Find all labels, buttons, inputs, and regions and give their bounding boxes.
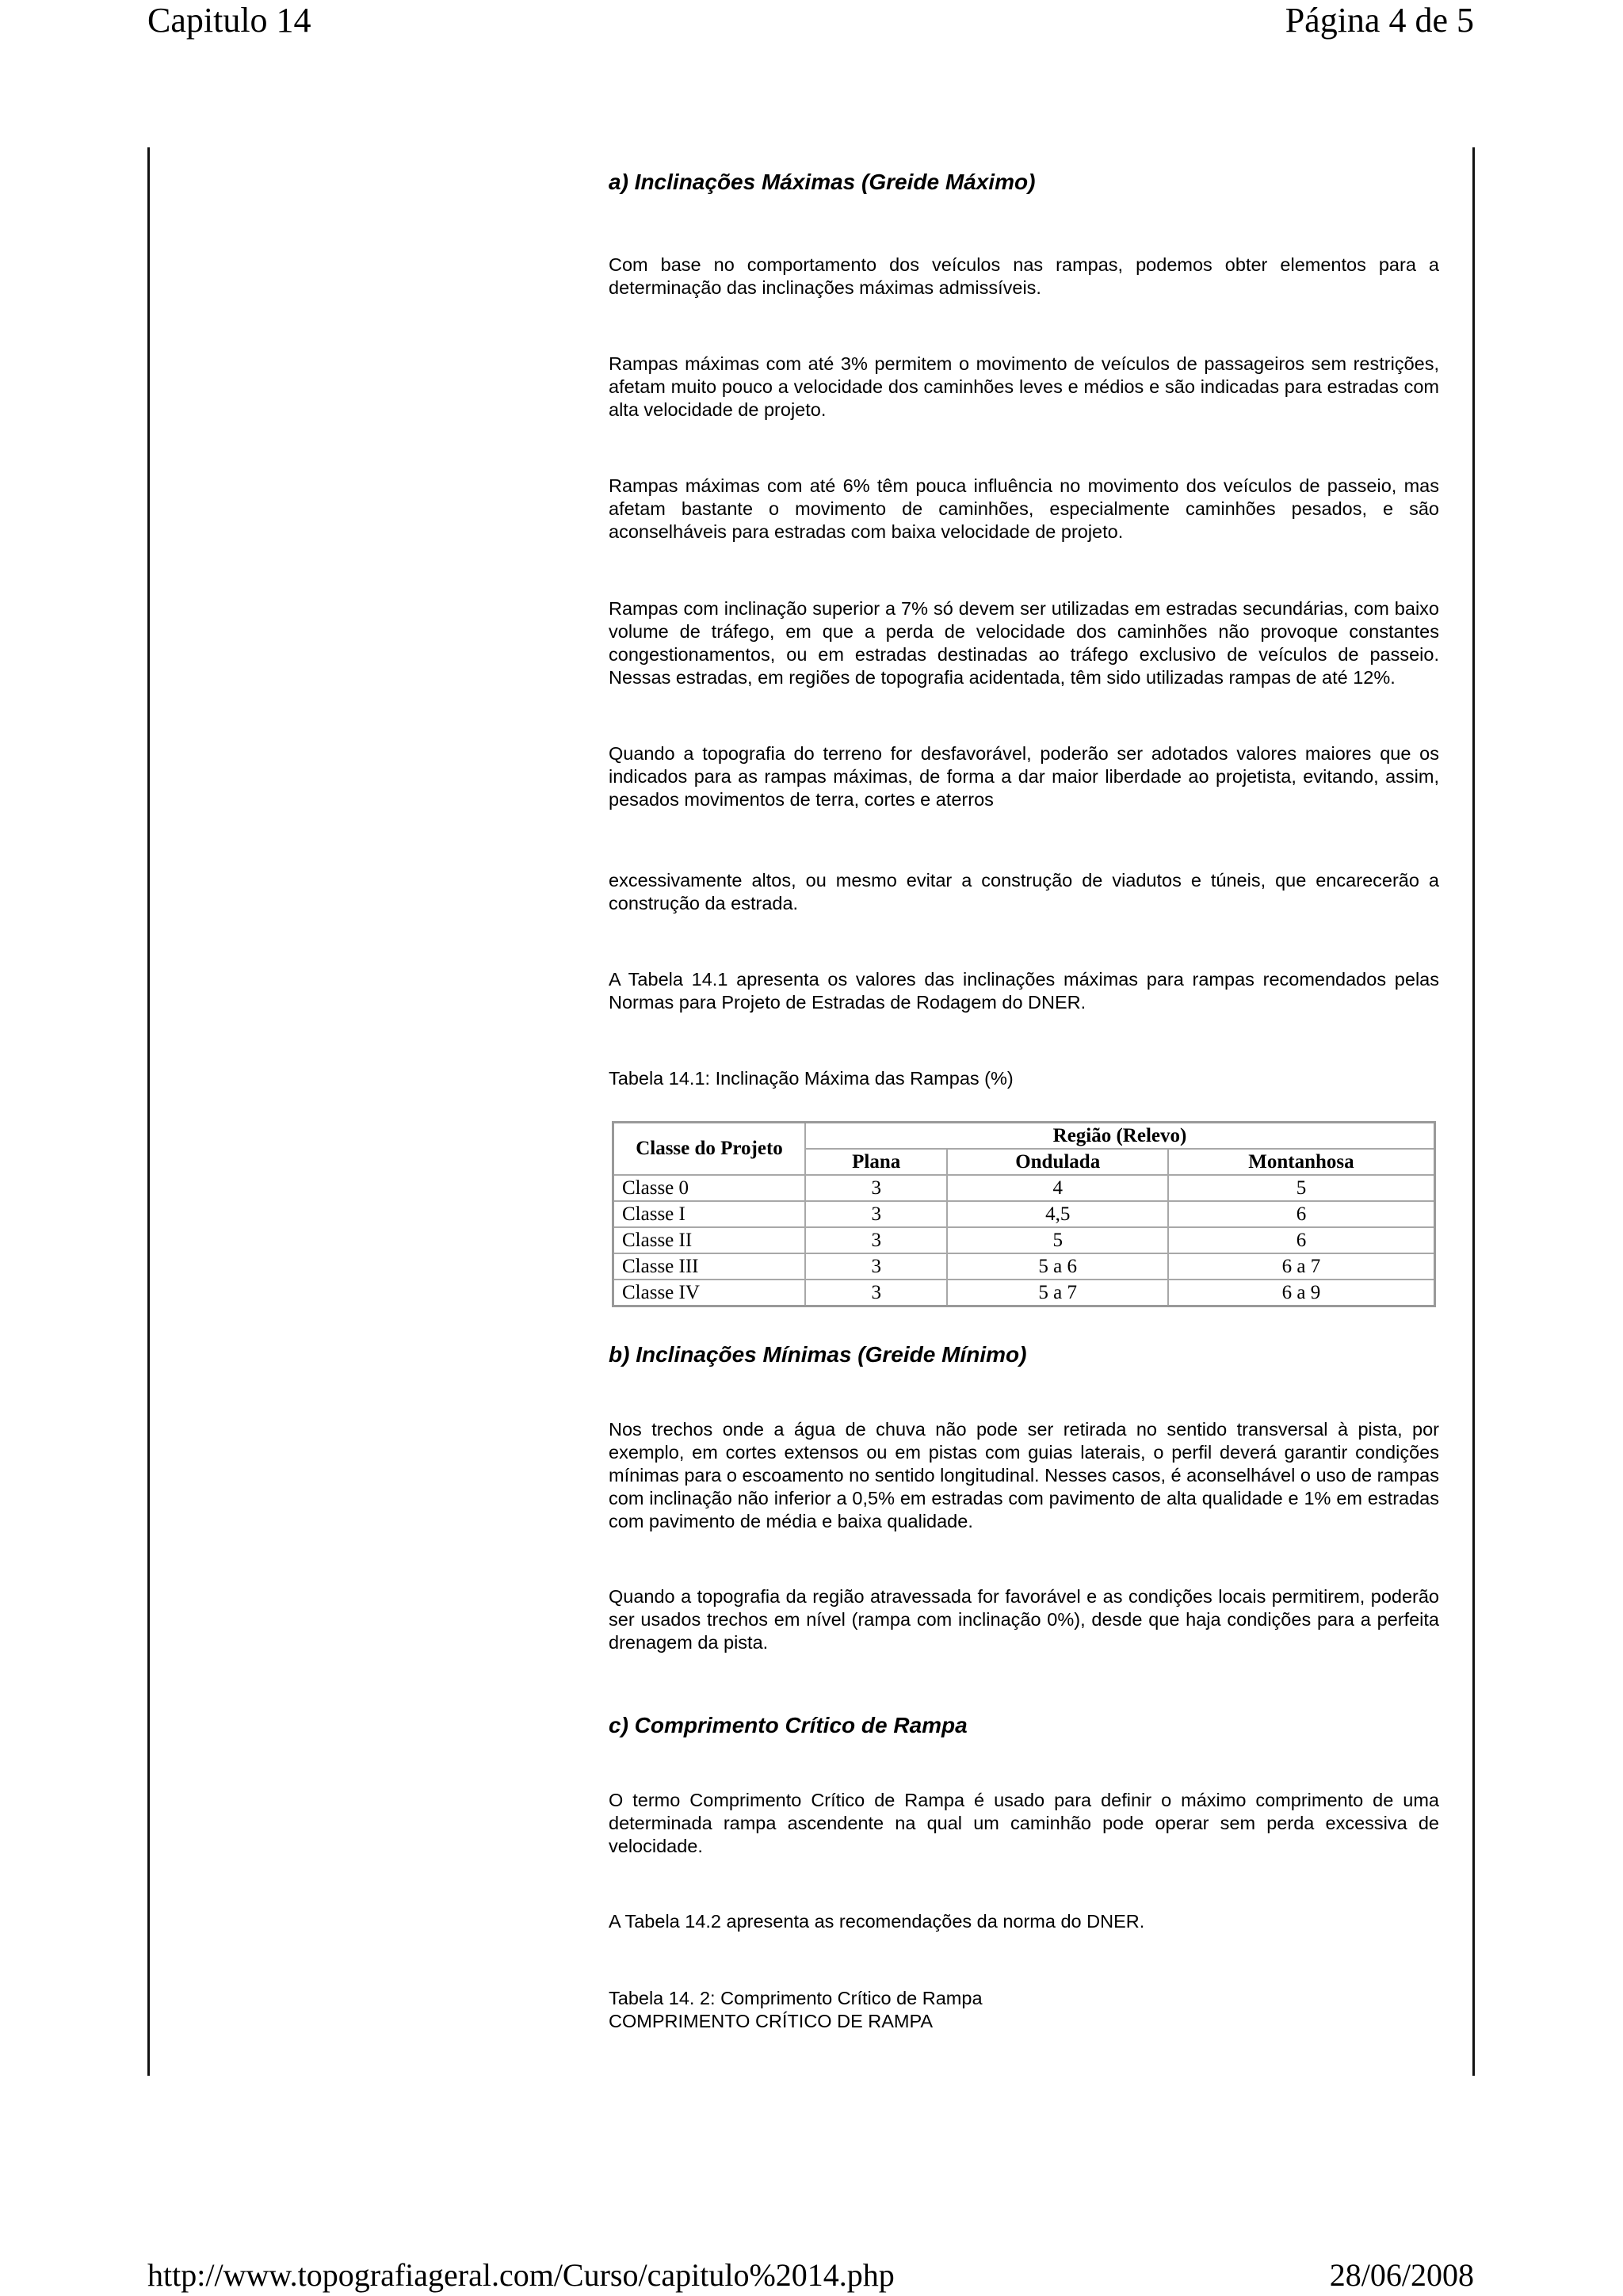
header-class: Classe do Projeto (613, 1123, 806, 1176)
table-cell-class: Classe IV (613, 1280, 806, 1306)
table-row (613, 1175, 1435, 1201)
table-header-row (613, 1123, 1435, 1150)
table-cell: 5 (947, 1227, 1168, 1253)
print-date: 28/06/2008 (1329, 2257, 1474, 2293)
section-a-paragraph: Rampas com inclinação superior a 7% só devem ser utilizadas em estradas secundárias, com baixo volume de tráfego, em que a perda de velocidade dos caminhões não provoque constantes congestionamentos, ou em estradas destinadas ao tráfego exclusivo de veículos de passeio. Nessas estradas, em regiões de topografia acidentada, têm sido utilizadas rampas de até 12%. (609, 598, 1439, 688)
section-a-paragraph: excessivamente altos, ou mesmo evitar a construção de viadutos e túneis, que encarecerão a construção da estrada. (609, 870, 1439, 913)
table-row (613, 1253, 1435, 1280)
table-caption: Tabela 14.1: Inclinação Máxima das Rampas (%) (609, 1068, 1014, 1089)
chapter-title: Capitulo 14 (147, 1, 311, 40)
max-slope-table (612, 1121, 1436, 1307)
section-a-paragraph: A Tabela 14.1 apresenta os valores das inclinações máximas para rampas recomendados pelas Normas para Projeto de Estradas de Rodagem do DNER. (609, 969, 1439, 1013)
table-cell: 3 (805, 1201, 947, 1227)
section-a-paragraph: Rampas máximas com até 6% têm pouca influência no movimento dos veículos de passeio, mas afetam bastante o movimento de caminhões, especialmente caminhões pesados, e são aconselháveis para estradas com baixa velocidade de projeto. (609, 475, 1439, 542)
table-2-subtitle: COMPRIMENTO CRÍTICO DE RAMPA (609, 2011, 934, 2031)
right-border-line (1472, 147, 1475, 2076)
section-b-paragraph: Quando a topografia da região atravessada for favorável e as condições locais permitirem, poderão ser usados trechos em nível (rampa com inclinação 0%), desde que haja condições para a perfeita drenagem da pista. (609, 1586, 1439, 1653)
table-cell: 3 (805, 1175, 947, 1201)
table-cell-class: Classe III (613, 1253, 806, 1280)
left-border-line (147, 147, 150, 2076)
section-a-title: a) Inclinações Máximas (Greide Máximo) (609, 170, 1036, 194)
page-content (609, 166, 1439, 2033)
table-cell: 5 a 6 (947, 1253, 1168, 1280)
section-b-title: b) Inclinações Mínimas (Greide Mínimo) (609, 1342, 1027, 1367)
table-cell-class: Classe II (613, 1227, 806, 1253)
table-cell: 6 (1168, 1201, 1435, 1227)
section-a-paragraph: Quando a topografia do terreno for desfavorável, poderão ser adotados valores maiores que os indicados para as rampas máximas, de forma a dar maior liberdade ao projetista, evitando, assim, pesados movimentos de terra, cortes e aterros (609, 743, 1439, 810)
header-region: Região (Relevo) (805, 1123, 1435, 1150)
section-a-paragraph: Com base no comportamento dos veículos nas rampas, podemos obter elementos para a determinação das inclinações máximas admissíveis. (609, 254, 1439, 298)
table-cell: 6 a 9 (1168, 1280, 1435, 1306)
table-cell: 4,5 (947, 1201, 1168, 1227)
header-plana: Plana (805, 1149, 947, 1175)
table-2-caption: Tabela 14. 2: Comprimento Crítico de Rampa (609, 1988, 983, 2008)
header-montanhosa: Montanhosa (1168, 1149, 1435, 1175)
table-cell: 4 (947, 1175, 1168, 1201)
table-cell-class: Classe 0 (613, 1175, 806, 1201)
table-row (613, 1227, 1435, 1253)
table-row (613, 1201, 1435, 1227)
table-row (613, 1280, 1435, 1306)
source-url: http://www.topografiageral.com/Curso/capitulo%2014.php (147, 2257, 895, 2293)
section-a-paragraph: Rampas máximas com até 3% permitem o movimento de veículos de passageiros sem restrições, afetam muito pouco a velocidade dos caminhões leves e médios e são indicadas para estradas com alta velocidade de projeto. (609, 353, 1439, 420)
page-number: Página 4 de 5 (1285, 1, 1474, 40)
table-cell: 3 (805, 1280, 947, 1306)
section-c-title: c) Comprimento Crítico de Rampa (609, 1713, 968, 1737)
section-b-paragraph: Nos trechos onde a água de chuva não pode ser retirada no sentido transversal à pista, por exemplo, em cortes extensos ou em pistas com guias laterais, o perfil deverá garantir condições mínimas para o escoamento no sentido longitudinal. Nesses casos, é aconselhável o uso de rampas com inclinação não inferior a 0,5% em estradas com pavimento de alta qualidade e 1% em estradas com pavimento de média e baixa qualidade. (609, 1419, 1439, 1531)
table-cell: 5 a 7 (947, 1280, 1168, 1306)
table-cell: 6 (1168, 1227, 1435, 1253)
max-slope-table-wrapper (612, 1121, 1436, 1307)
header-ondulada: Ondulada (947, 1149, 1168, 1175)
table-cell: 6 a 7 (1168, 1253, 1435, 1280)
table-cell: 5 (1168, 1175, 1435, 1201)
table-cell: 3 (805, 1227, 947, 1253)
section-c-paragraph: O termo Comprimento Crítico de Rampa é usado para definir o máximo comprimento de uma determinada rampa ascendente na qual um caminhão pode operar sem perda excessiva de velocidade. (609, 1790, 1439, 1856)
section-c-paragraph: A Tabela 14.2 apresenta as recomendações da norma do DNER. (609, 1911, 1145, 1932)
table-cell: 3 (805, 1253, 947, 1280)
table-cell-class: Classe I (613, 1201, 806, 1227)
